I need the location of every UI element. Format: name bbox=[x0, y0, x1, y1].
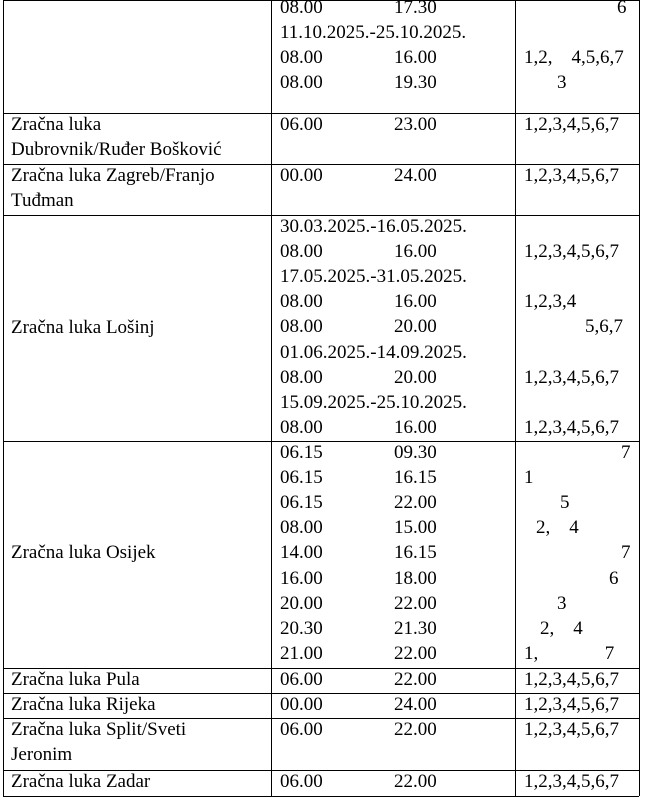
airport-name: Zračna luka Zadar bbox=[11, 771, 151, 792]
airport-name: Tuđman bbox=[11, 190, 74, 212]
opening-time: 08.00 bbox=[280, 416, 323, 438]
operating-days: 2, 4 bbox=[540, 617, 583, 639]
opening-time: 16.00 bbox=[280, 567, 323, 589]
closing-time: 22.00 bbox=[394, 592, 437, 614]
operating-days: 6 bbox=[617, 0, 627, 18]
operating-days: 3 bbox=[557, 72, 567, 94]
closing-time: 09.30 bbox=[394, 442, 437, 463]
closing-time: 20.00 bbox=[394, 366, 437, 388]
opening-time: 08.00 bbox=[280, 366, 323, 388]
operating-days: 7 bbox=[621, 442, 631, 463]
opening-time: 06.15 bbox=[280, 442, 323, 463]
closing-time: 22.00 bbox=[394, 492, 437, 514]
operating-days: 1,2,3,4,5,6,7 bbox=[524, 416, 619, 438]
operating-days: 1,2,3,4,5,6,7 bbox=[524, 719, 619, 740]
closing-time: 16.00 bbox=[394, 416, 437, 438]
closing-time: 16.00 bbox=[394, 291, 437, 313]
opening-time: 00.00 bbox=[280, 165, 323, 186]
operating-days: 1,2,3,4,5,6,7 bbox=[524, 694, 619, 715]
operating-days: 1,2,3,4,5,6,7 bbox=[524, 669, 619, 690]
closing-time: 17.30 bbox=[394, 0, 437, 18]
closing-time: 23.00 bbox=[394, 114, 437, 135]
validity-period: 30.03.2025.-16.05.2025. bbox=[280, 216, 467, 237]
opening-time: 08.00 bbox=[280, 517, 323, 539]
operating-days: 3 bbox=[557, 592, 567, 614]
operating-days: 7 bbox=[621, 542, 631, 564]
operating-days: 2, 4 bbox=[536, 517, 579, 539]
airport-name: Zračna luka bbox=[11, 114, 102, 135]
opening-time: 08.00 bbox=[280, 291, 323, 313]
opening-time: 06.00 bbox=[280, 771, 323, 792]
opening-time: 08.00 bbox=[280, 241, 323, 263]
operating-days: 1 bbox=[524, 467, 534, 489]
opening-time: 06.00 bbox=[280, 719, 323, 740]
airport-name: Zračna luka Osijek bbox=[11, 542, 156, 563]
opening-time: 08.00 bbox=[280, 0, 323, 18]
opening-time: 21.00 bbox=[280, 642, 323, 664]
opening-time: 06.00 bbox=[280, 114, 323, 135]
closing-time: 21.30 bbox=[394, 617, 437, 639]
operating-days: 6 bbox=[609, 567, 619, 589]
table-column-rule bbox=[3, 0, 4, 796]
operating-days: 1, 7 bbox=[524, 642, 615, 664]
opening-time: 08.00 bbox=[280, 47, 323, 69]
operating-days: 5 bbox=[560, 492, 570, 514]
airport-name: Zračna luka Zagreb/Franjo bbox=[11, 165, 215, 186]
closing-time: 22.00 bbox=[394, 669, 437, 690]
closing-time: 18.00 bbox=[394, 567, 437, 589]
closing-time: 22.00 bbox=[394, 642, 437, 664]
opening-time: 06.15 bbox=[280, 492, 323, 514]
closing-time: 16.00 bbox=[394, 241, 437, 263]
closing-time: 16.15 bbox=[394, 467, 437, 489]
table-column-rule bbox=[515, 0, 516, 796]
operating-days: 1,2,3,4,5,6,7 bbox=[524, 241, 619, 263]
operating-days: 1,2,3,4,5,6,7 bbox=[524, 771, 619, 792]
closing-time: 15.00 bbox=[394, 517, 437, 539]
airport-name: Zračna luka Pula bbox=[11, 669, 140, 690]
airport-name: Zračna luka Split/Sveti bbox=[11, 719, 187, 740]
closing-time: 19.30 bbox=[394, 72, 437, 94]
operating-days: 5,6,7 bbox=[585, 316, 623, 338]
table-rule bbox=[3, 796, 639, 797]
opening-time: 20.00 bbox=[280, 592, 323, 614]
opening-time: 00.00 bbox=[280, 694, 323, 715]
opening-time: 06.15 bbox=[280, 467, 323, 489]
validity-period: 01.06.2025.-14.09.2025. bbox=[280, 341, 467, 363]
opening-time: 14.00 bbox=[280, 542, 323, 564]
validity-period: 11.10.2025.-25.10.2025. bbox=[280, 22, 467, 44]
closing-time: 24.00 bbox=[394, 694, 437, 715]
airport-name: Dubrovnik/Ruđer Bošković bbox=[11, 139, 222, 161]
validity-period: 15.09.2025.-25.10.2025. bbox=[280, 391, 467, 413]
airport-name: Zračna luka Rijeka bbox=[11, 694, 156, 715]
operating-days: 1,2,3,4 bbox=[524, 291, 577, 313]
opening-time: 06.00 bbox=[280, 669, 323, 690]
operating-days: 1,2,3,4,5,6,7 bbox=[524, 366, 619, 388]
table-column-rule bbox=[271, 0, 272, 796]
operating-days: 1,2, 4,5,6,7 bbox=[524, 47, 624, 69]
opening-time: 08.00 bbox=[280, 316, 323, 338]
closing-time: 16.15 bbox=[394, 542, 437, 564]
opening-time: 08.00 bbox=[280, 72, 323, 94]
closing-time: 22.00 bbox=[394, 771, 437, 792]
operating-days: 1,2,3,4,5,6,7 bbox=[524, 114, 619, 135]
airport-name: Jeronim bbox=[11, 744, 73, 766]
operating-days: 1,2,3,4,5,6,7 bbox=[524, 165, 619, 186]
closing-time: 20.00 bbox=[394, 316, 437, 338]
closing-time: 16.00 bbox=[394, 47, 437, 69]
opening-time: 20.30 bbox=[280, 617, 323, 639]
closing-time: 22.00 bbox=[394, 719, 437, 740]
closing-time: 24.00 bbox=[394, 165, 437, 186]
validity-period: 17.05.2025.-31.05.2025. bbox=[280, 266, 467, 288]
table-column-rule bbox=[639, 0, 640, 796]
airport-name: Zračna luka Lošinj bbox=[11, 317, 155, 338]
